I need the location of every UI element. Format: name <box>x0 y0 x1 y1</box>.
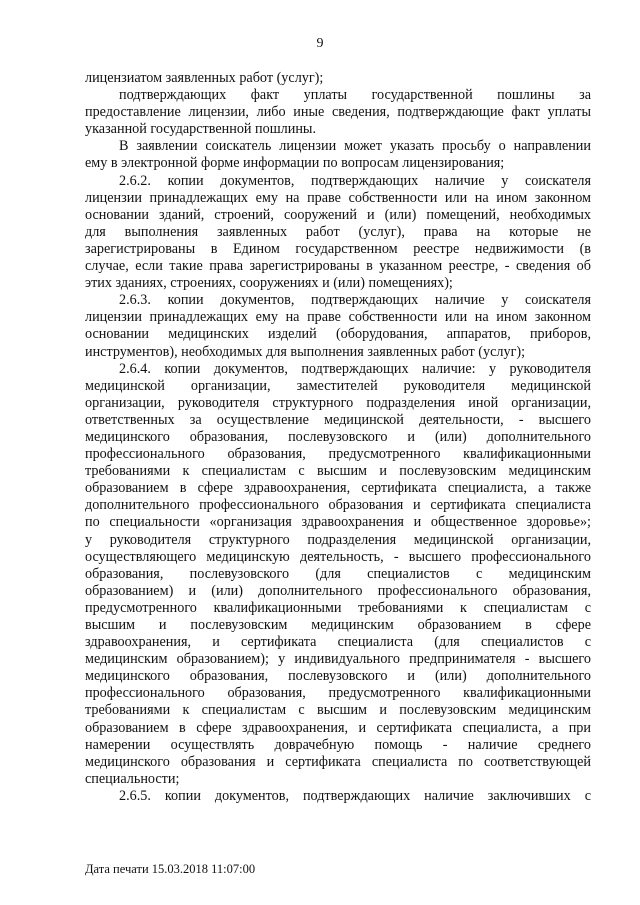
text-line: ему в электронной форме информации по вопросам лицензирования; <box>85 155 505 172</box>
text-line: 2.6.3. копии документов, подтверждающих наличие у соискателя <box>119 292 591 309</box>
text-line: 2.6.5. копии документов, подтверждающих наличие заключивших с <box>119 787 591 804</box>
text-line: медицинским образованием); у индивидуального предпринимателя - высшего <box>85 651 591 668</box>
text-line: образованием) и (или) дополнительного профессионального образования, <box>85 582 591 599</box>
text-line: образования, послевузовского (для специалистов с медицинским <box>85 565 591 582</box>
text-line: лицензии принадлежащих ему на праве собственности или на ином законном <box>85 189 591 206</box>
text-line: 2.6.4. копии документов, подтверждающих наличие: у руководителя <box>119 360 591 377</box>
text-line: инструментов), необходимых для выполнения заявленных работ (услуг); <box>85 343 526 360</box>
text-line: предусмотренного квалификационными требованиями к специалистам с <box>85 599 591 616</box>
text-line: специальности; <box>85 770 180 787</box>
text-line: зарегистрированы в Едином государственном реестре недвижимости (в <box>85 240 591 257</box>
text-line: образованием в сфере здравоохранения, сертификата специалиста, а также <box>85 480 591 497</box>
text-line: основании зданий, строений, сооружений и (или) помещений, необходимых <box>85 206 591 223</box>
text-line: этих зданиях, строениях, сооружениях и (или) помещениях); <box>85 275 453 292</box>
text-line: лицензиатом заявленных работ (услуг); <box>85 70 324 86</box>
text-line: осуществляющего медицинскую деятельность, - высшего профессионального <box>85 548 591 565</box>
text-line: организации, руководителя структурного подразделения иной организации, <box>85 394 591 411</box>
text-line: основании медицинских изделий (оборудования, аппаратов, приборов, <box>85 326 591 343</box>
document-body <box>85 70 591 805</box>
text-line: медицинского образования, послевузовского и (или) дополнительного <box>85 428 591 445</box>
text-line: высшим и послевузовским медицинским образованием в сфере <box>85 617 591 633</box>
text-line: здравоохранения, и сертификата специалиста (для специалистов с <box>85 634 591 651</box>
text-line: подтверждающих факт уплаты государственной пошлины за <box>119 87 591 104</box>
text-line: лицензии принадлежащих ему на праве собственности или на ином законном <box>85 309 591 326</box>
text-line: случае, если такие права зарегистрированы в указанном реестре, - сведения об <box>85 258 591 275</box>
text-line: 2.6.2. копии документов, подтверждающих наличие у соискателя <box>119 172 591 189</box>
text-line: ответственных за осуществление медицинской деятельности, - высшего <box>85 411 591 428</box>
text-line: по специальности «организация здравоохранения и общественное здоровье»; <box>85 514 591 531</box>
text-line: намерении осуществлять доврачебную помощь - наличие среднего <box>85 736 591 753</box>
text-line: В заявлении соискатель лицензии может указать просьбу о направлении <box>119 138 591 155</box>
text-line: медицинского образования и сертификата специалиста по соответствующей <box>85 753 591 770</box>
text-line: у руководителя структурного подразделения медицинской организации, <box>85 531 591 548</box>
print-date-footer: Дата печати 15.03.2018 11:07:00 <box>85 862 256 876</box>
text-line: медицинского образования, послевузовского и (или) дополнительного <box>85 668 591 685</box>
text-line: предоставление лицензии, либо иные сведения, подтверждающие факт уплаты <box>85 104 591 121</box>
text-line: дополнительного профессионального образования и сертификата специалиста <box>85 497 591 514</box>
text-line: для выполнения заявленных работ (услуг), права на которые не <box>85 223 591 240</box>
text-line: требованиями к специалистам с высшим и послевузовским медицинским <box>85 463 591 480</box>
text-line: образованием в сфере здравоохранения, и сертификата специалиста, а при <box>85 719 591 736</box>
text-line: требованиями к специалистам с высшим и послевузовским медицинским <box>85 702 591 719</box>
text-line: указанной государственной пошлины. <box>85 121 317 138</box>
text-line: медицинской организации, заместителей руководителя медицинской <box>85 377 591 394</box>
text-line: профессионального образования, предусмотренного квалификационными <box>85 446 591 463</box>
text-line: профессионального образования, предусмотренного квалификационными <box>85 685 591 702</box>
page-number: 9 <box>316 36 324 51</box>
